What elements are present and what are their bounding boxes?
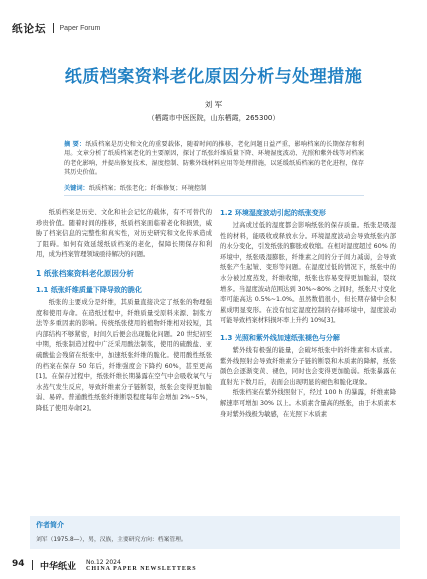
subsection-heading-1-2: 1.2 环境湿度波动引起的纸张变形 bbox=[220, 209, 326, 217]
abstract-text: 纸质档案是历史和文化的重要载体，随着时间的推移，老化问题日益严重，影响档案的长期保存和利用。文章分析了纸质档案老化的主要原因，探讨了纸张纤维质量下降、环境湿度波动、光照和紫外线等对档案的老化影响，并提出修复技术、湿度控制、防紫外线材料应用等处理措施，以延缓纸质档案的老化进程，保存其历史价值。 bbox=[64, 141, 365, 177]
intro-paragraph: 纸质档案是历史、文化和社会记忆的载体，有不可替代的珍贵价值。随着时间的推移，纸质档案面临着老化和损毁，威胁了档案信息的完整性和真实性，对历史研究和文化传承造成了阻碍。如何有效延缓纸质档案的老化，保障长期保存和利用，成为档案管理领域亟待解决的问题。 bbox=[36, 209, 212, 259]
keywords-text: 纸质档案；纸张老化；纤维修复；环境控制 bbox=[88, 185, 207, 192]
author-info-box bbox=[30, 516, 400, 549]
issue-number: No.12 2024 bbox=[86, 559, 121, 566]
paragraph-1-2: 过高或过低的湿度都会影响纸张的保存质量。纸张是吸湿性的材料，能吸收或释放水分。环境湿度波动会导致纸张内部的水分变化，引发纸张的膨胀或收缩。在相对湿度超过 60% 的环境中，纸张吸湿膨胀，纤维素之间的分子间力减弱，会导致纸张产生起皱、变形等问题。在湿度过低的情况下，纸张中的水分被过度蒸发，纤维收缩，纸张也容易变得更加脆弱，裂纹增多。当湿度波动范围达到 30%~80% 之间时，纸张尺寸变化率可能高达 0.5%~1.0%。虽然数值很小，但长期存储中会积累成明显变形。在没有恒定湿度控制的存储环境中，湿度波动可能导致档案材料损坏率上升约 10%[3]。 bbox=[220, 222, 396, 325]
footer-divider bbox=[32, 560, 33, 570]
section-heading-1: 1 纸张档案资料老化原因分析 bbox=[36, 268, 134, 278]
paragraph-1-3b: 纸张档案在紫外线照射下，经过 100 h 的暴露，纤维素降解速率可增加 30% 以上。木质素含量高的纸张，由于木质素本身对紫外线极为敏感，在光照下木质素 bbox=[220, 389, 396, 418]
page-number: 94 bbox=[12, 559, 25, 569]
subsection-heading-1-1: 1.1 纸张纤维质量下降导致的脆化 bbox=[36, 285, 142, 294]
abstract bbox=[64, 140, 364, 178]
page-footer bbox=[12, 559, 412, 573]
paragraph-1-1: 纸张的主要成分是纤维，其质量直接决定了纸张的物理强度和使用寿命。在造纸过程中，纤维质量受原料来源、制浆方法等多重因素的影响。传统纸张使用的植物纤维相对较短，其内部结构不够紧密，时间久后便会出现脆化问题。20 世纪初至中期，纸张制造过程中广泛采用酸法制浆，使用的硫酸盐、亚硫酸盐会残留在纸张中，加速纸张纤维的脆化。使用酸性纸张的档案在保存 50 年后，纤维强度会下降约 60%，甚至更高[1]。在保存过程中，纸张纤维长期暴露在空气中会吸收氧气与水蒸气发生反应，导致纤维素分子链断裂，纸张会变得更加脆弱、易碎。普通酸性纸张纤维断裂程度每年会增加 2%~5%，降低了使用寿命[2]。 bbox=[36, 298, 212, 412]
left-column bbox=[36, 208, 212, 415]
abstract-label: 摘 要： bbox=[64, 141, 86, 148]
keywords-label: 关键词： bbox=[64, 185, 89, 192]
keywords bbox=[64, 183, 364, 192]
column-header bbox=[12, 22, 100, 34]
magazine-logo: 中华纸业 bbox=[40, 562, 77, 572]
paragraph-1-3: 紫外线有极强的能量，会破坏纸张中的纤维素和木质素。紫外线照射会导致纤维素分子链的断裂和木质素的降解，纸张颜色会逐渐变黄、褪色，同时也会变得更加脆弱。纸张暴露在直射光下数月后，表面会出现明显的褪色和脆化现象。 bbox=[220, 346, 396, 386]
author-info-text: 刘军（1975.8—），男，汉族，主要研究方向：档案管理。 bbox=[36, 537, 187, 543]
abstract-divider bbox=[64, 195, 364, 196]
author-info-label: 作者简介 bbox=[36, 521, 64, 529]
section-name: Paper Forum bbox=[59, 24, 101, 32]
article-title: 纸质档案资料老化原因分析与处理措施 bbox=[64, 67, 363, 87]
magazine-name: CHINA PAPER NEWSLETTERS bbox=[86, 566, 197, 572]
right-column bbox=[220, 208, 396, 420]
subsection-heading-1-3: 1.3 光照和紫外线加速纸张褪色与分解 bbox=[220, 333, 340, 342]
column-name: 纸论坛 bbox=[12, 22, 47, 35]
author-name: 刘 军 bbox=[204, 100, 223, 109]
header-divider bbox=[53, 23, 54, 33]
author-affiliation: （栖霞市中医医院，山东栖霞，265300） bbox=[147, 114, 280, 122]
